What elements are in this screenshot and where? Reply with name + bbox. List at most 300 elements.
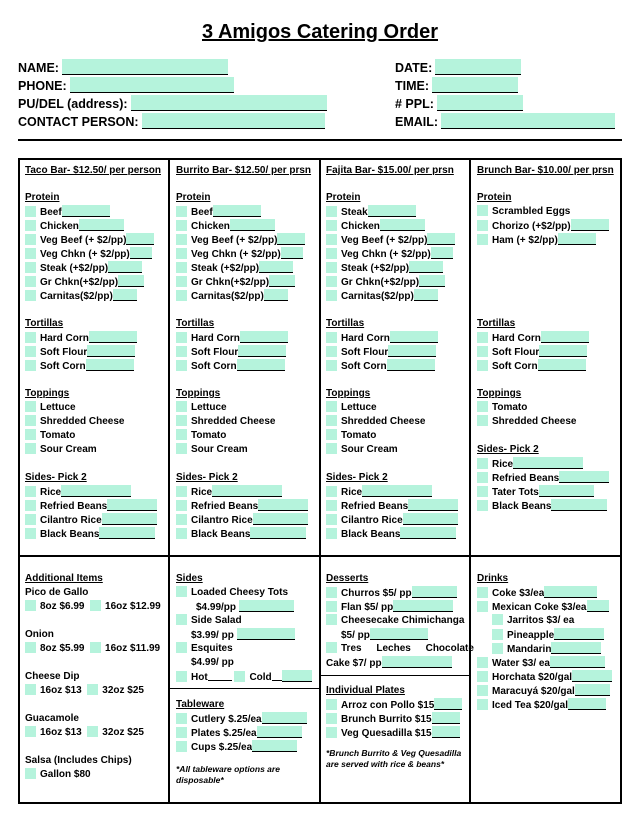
name-label: NAME: xyxy=(18,61,59,75)
checkbox[interactable] xyxy=(25,429,36,440)
fajita-side-item-field[interactable] xyxy=(362,485,432,497)
taco-protein-item-field[interactable] xyxy=(62,205,110,217)
checkbox[interactable] xyxy=(326,601,337,612)
brunch-tortilla-item-label: Soft Flour xyxy=(492,347,540,358)
taco-side-item xyxy=(25,513,157,527)
onion-label: Onion xyxy=(25,629,54,640)
checkbox[interactable] xyxy=(25,528,36,539)
tots-field[interactable] xyxy=(239,600,294,612)
fajita-protein-item-field[interactable] xyxy=(431,247,453,259)
taco-protein-item-field[interactable] xyxy=(118,275,144,287)
cheesecake-field[interactable] xyxy=(370,628,428,640)
fajita-protein-item xyxy=(326,289,438,303)
checkbox[interactable] xyxy=(326,220,337,231)
checkbox[interactable] xyxy=(176,713,187,724)
checkbox[interactable] xyxy=(326,614,337,625)
taco-tortilla-item-field[interactable] xyxy=(87,345,135,357)
brunch-side-item xyxy=(477,471,609,485)
fajita-protein-item-label: Carnitas($2/pp) xyxy=(341,291,414,302)
ppl-row xyxy=(395,95,523,111)
burrito-side-item-field[interactable] xyxy=(212,485,282,497)
taco-protein-item-field[interactable] xyxy=(130,247,152,259)
brunch-side-item-field[interactable] xyxy=(539,485,594,497)
burrito-side-item-label: Rice xyxy=(191,487,213,498)
checkbox[interactable] xyxy=(25,290,36,301)
checkbox[interactable] xyxy=(326,248,337,259)
taco-protein-item-field[interactable] xyxy=(108,261,142,273)
fajita-topping-item-label: Lettuce xyxy=(341,402,377,413)
checkbox[interactable] xyxy=(25,262,36,273)
checkbox[interactable] xyxy=(477,234,488,245)
burrito-topping-item-label: Lettuce xyxy=(191,402,227,413)
checkbox[interactable] xyxy=(25,768,36,779)
fajita-protein-item xyxy=(326,233,455,247)
mex-coke-row xyxy=(477,600,609,614)
checkbox[interactable] xyxy=(234,671,245,682)
taco-protein-item xyxy=(25,233,154,247)
checkbox[interactable] xyxy=(477,685,488,696)
name-field[interactable] xyxy=(62,59,228,75)
checkbox[interactable] xyxy=(176,346,187,357)
brunch-tortilla-item xyxy=(477,359,586,373)
guac-label: Guacamole xyxy=(25,713,79,724)
checkbox[interactable] xyxy=(326,587,337,598)
checkbox[interactable] xyxy=(477,671,488,682)
checkbox[interactable] xyxy=(25,234,36,245)
checkbox[interactable] xyxy=(477,205,488,216)
checkbox[interactable] xyxy=(176,234,187,245)
checkbox[interactable] xyxy=(176,360,187,371)
checkbox[interactable] xyxy=(25,346,36,357)
fajita-protein-item-field[interactable] xyxy=(414,289,438,301)
brunch-side-item-label: Refried Beans xyxy=(492,473,560,484)
esquites-label: Esquites xyxy=(191,643,233,654)
checkbox[interactable] xyxy=(176,486,187,497)
salad-price: $3.99/ pp xyxy=(191,630,234,641)
taco-tortilla-item-field[interactable] xyxy=(86,359,134,371)
tots-row xyxy=(176,586,288,599)
taco-side-item-field[interactable] xyxy=(102,513,157,525)
tots-price: $4.99/pp xyxy=(196,602,237,613)
brunch-protein-item-label: Ham (+ $2/pp) xyxy=(492,235,558,246)
checkbox[interactable] xyxy=(176,401,187,412)
fajita-protein-item-label: Veg Beef (+ $2/pp) xyxy=(341,235,428,246)
taco-side-item-field[interactable] xyxy=(61,485,131,497)
header-divider xyxy=(18,139,622,141)
checkbox[interactable] xyxy=(176,429,187,440)
fajita-protein-item-field[interactable] xyxy=(427,233,455,245)
hot-label: Hot xyxy=(191,672,208,683)
burrito-topping-item xyxy=(176,415,275,428)
brunch-tortilla-item-field[interactable] xyxy=(538,359,586,371)
cheesecake-price: $5/ pp xyxy=(341,630,370,641)
brunch-side-item-field[interactable] xyxy=(513,457,583,469)
tableware-heading: Tableware xyxy=(176,699,225,710)
tots-price-row xyxy=(196,600,294,614)
cold-label: Cold xyxy=(249,672,272,683)
fajita-protein-item-field[interactable] xyxy=(368,205,416,217)
address-field[interactable] xyxy=(131,95,327,111)
brunch-tortilla-item-label: Hard Corn xyxy=(492,333,541,344)
checkbox[interactable] xyxy=(326,276,337,287)
burrito-tortilla-item-field[interactable] xyxy=(238,345,286,357)
brunch-tortilla-item-field[interactable] xyxy=(539,345,587,357)
taco-protein-item-field[interactable] xyxy=(113,289,137,301)
checkbox[interactable] xyxy=(326,514,337,525)
checkbox[interactable] xyxy=(326,642,337,653)
fajita-protein-item-field[interactable] xyxy=(409,261,443,273)
burrito-topping-item xyxy=(176,429,226,442)
salad-label: Side Salad xyxy=(191,615,242,626)
burrito-protein-item xyxy=(176,289,288,303)
checkbox[interactable] xyxy=(25,514,36,525)
checkbox[interactable] xyxy=(477,699,488,710)
checkbox[interactable] xyxy=(477,587,488,598)
checkbox[interactable] xyxy=(25,642,36,653)
cheese-small: 16oz $13 xyxy=(40,685,82,696)
taco-side-item-field[interactable] xyxy=(107,499,157,511)
taco-tortilla-item-label: Soft Corn xyxy=(40,361,86,372)
fajita-protein-item-label: Chicken xyxy=(341,221,380,232)
flan-field[interactable] xyxy=(393,600,453,612)
ppl-field[interactable] xyxy=(437,95,523,111)
burrito-tortilla-item xyxy=(176,331,288,345)
checkbox[interactable] xyxy=(326,401,337,412)
checkbox[interactable] xyxy=(326,262,337,273)
checkbox[interactable] xyxy=(90,642,101,653)
checkbox[interactable] xyxy=(176,514,187,525)
checkbox[interactable] xyxy=(477,332,488,343)
cheese-options xyxy=(25,684,144,697)
mandarin-field[interactable] xyxy=(551,642,601,654)
pico-small: 8oz $6.99 xyxy=(40,601,85,612)
fajita-tortilla-item-field[interactable] xyxy=(387,359,435,371)
fajita-protein-item-label: Veg Chkn (+ $2/pp) xyxy=(341,249,431,260)
salad-field[interactable] xyxy=(237,628,295,640)
taco-tortilla-item-field[interactable] xyxy=(89,331,137,343)
burrito-protein-item-field[interactable] xyxy=(230,219,275,231)
checkbox[interactable] xyxy=(176,276,187,287)
fajita-topping-item-label: Tomato xyxy=(341,430,377,441)
taco-protein-item-label: Veg Beef (+ $2/pp) xyxy=(40,235,127,246)
plate-item-field[interactable] xyxy=(432,726,460,738)
checkbox[interactable] xyxy=(176,248,187,259)
checkbox[interactable] xyxy=(176,220,187,231)
checkbox[interactable] xyxy=(25,726,36,737)
checkbox[interactable] xyxy=(326,332,337,343)
checkbox[interactable] xyxy=(326,234,337,245)
cake-price: Cake $7/ pp xyxy=(326,658,382,669)
horchata-field[interactable] xyxy=(572,670,612,682)
brunch-tortilla-item-field[interactable] xyxy=(541,331,589,343)
checkbox[interactable] xyxy=(176,614,187,625)
burrito-side-item-field[interactable] xyxy=(250,527,306,539)
burrito-protein-item xyxy=(176,261,293,275)
cold-field[interactable] xyxy=(282,670,312,682)
guac-options xyxy=(25,726,144,739)
taco-side-item xyxy=(25,499,157,513)
tableware-item-field[interactable] xyxy=(262,712,307,724)
checkbox[interactable] xyxy=(326,360,337,371)
coke-row xyxy=(477,586,597,600)
water-field[interactable] xyxy=(550,656,605,668)
taco-protein-item xyxy=(25,247,152,261)
checkbox[interactable] xyxy=(25,443,36,454)
checkbox[interactable] xyxy=(176,741,187,752)
checkbox[interactable] xyxy=(25,220,36,231)
contact-field[interactable] xyxy=(142,113,325,129)
taco-protein-heading: Protein xyxy=(25,192,60,203)
checkbox[interactable] xyxy=(477,601,488,612)
brunch-topping-item xyxy=(477,415,576,428)
tableware-item-field[interactable] xyxy=(252,740,297,752)
burrito-protein-item xyxy=(176,247,303,261)
burrito-protein-item-field[interactable] xyxy=(264,289,288,301)
taco-protein-item xyxy=(25,289,137,303)
burrito-protein-item-field[interactable] xyxy=(277,233,305,245)
checkbox[interactable] xyxy=(25,276,36,287)
hot-cold-row xyxy=(176,670,312,684)
date-field[interactable] xyxy=(435,59,521,75)
brunch-protein-item-label: Scrambled Eggs xyxy=(492,206,571,217)
checkbox[interactable] xyxy=(326,415,337,426)
sides-heading: Sides xyxy=(176,573,203,584)
taco-protein-item-label: Veg Chkn (+ $2/pp) xyxy=(40,249,130,260)
checkbox[interactable] xyxy=(477,458,488,469)
checkbox[interactable] xyxy=(477,657,488,668)
burrito-tortilla-item-field[interactable] xyxy=(240,331,288,343)
email-field[interactable] xyxy=(441,113,615,129)
checkbox[interactable] xyxy=(326,206,337,217)
plate-item-label: Brunch Burrito $15 xyxy=(341,714,432,725)
checkbox[interactable] xyxy=(477,220,488,231)
checkbox[interactable] xyxy=(326,500,337,511)
checkbox[interactable] xyxy=(25,486,36,497)
checkbox[interactable] xyxy=(25,415,36,426)
taco-topping-item-label: Lettuce xyxy=(40,402,76,413)
time-field[interactable] xyxy=(432,77,518,93)
brunch-side-item-label: Black Beans xyxy=(492,501,552,512)
coke-field[interactable] xyxy=(544,586,597,598)
checkbox[interactable] xyxy=(87,726,98,737)
checkbox[interactable] xyxy=(25,360,36,371)
checkbox[interactable] xyxy=(326,443,337,454)
burrito-side-item xyxy=(176,485,282,499)
maracuya-label: Maracuyá $20/gal xyxy=(492,686,575,697)
checkbox[interactable] xyxy=(176,415,187,426)
tableware-item-field[interactable] xyxy=(257,726,302,738)
checkbox[interactable] xyxy=(25,206,36,217)
checkbox[interactable] xyxy=(176,586,187,597)
plate-item-field[interactable] xyxy=(434,698,462,710)
pico-large: 16oz $12.99 xyxy=(105,601,161,612)
checkbox[interactable] xyxy=(477,486,488,497)
pineapple-label: Pineapple xyxy=(507,630,555,641)
iced-tea-row xyxy=(477,698,606,712)
maracuya-field[interactable] xyxy=(575,684,610,696)
taco-topping-item xyxy=(25,401,76,414)
mex-coke-field[interactable] xyxy=(587,600,609,612)
checkbox[interactable] xyxy=(326,486,337,497)
checkbox[interactable] xyxy=(326,727,337,738)
burrito-protein-item xyxy=(176,205,261,219)
checkbox[interactable] xyxy=(492,643,503,654)
taco-protein-item-field[interactable] xyxy=(79,219,124,231)
checkbox[interactable] xyxy=(25,600,36,611)
burrito-topping-item-label: Shredded Cheese xyxy=(191,416,276,427)
brunch-protein-item-field[interactable] xyxy=(558,233,596,245)
checkbox[interactable] xyxy=(492,614,503,625)
burrito-protein-item xyxy=(176,275,295,289)
taco-protein-item-field[interactable] xyxy=(126,233,154,245)
checkbox[interactable] xyxy=(326,346,337,357)
grid-divider xyxy=(168,158,170,804)
checkbox[interactable] xyxy=(326,528,337,539)
tableware-item xyxy=(176,740,297,754)
cheesecake-label: Cheesecake Chimichanga xyxy=(341,615,465,626)
checkbox[interactable] xyxy=(492,629,503,640)
fajita-protein-heading: Protein xyxy=(326,192,361,203)
ppl-label: # PPL: xyxy=(395,97,434,111)
cake-price-row xyxy=(326,656,452,670)
tableware-item xyxy=(176,726,302,740)
checkbox[interactable] xyxy=(477,401,488,412)
checkbox[interactable] xyxy=(326,699,337,710)
date-row xyxy=(395,59,521,75)
checkbox[interactable] xyxy=(176,443,187,454)
burrito-protein-item-field[interactable] xyxy=(269,275,295,287)
brunch-side-item-field[interactable] xyxy=(551,499,607,511)
fajita-side-item xyxy=(326,513,458,527)
burrito-tortilla-item-label: Soft Flour xyxy=(191,347,239,358)
salad-price-row xyxy=(191,628,295,642)
checkbox[interactable] xyxy=(326,713,337,724)
phone-field[interactable] xyxy=(70,77,234,93)
checkbox[interactable] xyxy=(326,429,337,440)
checkbox[interactable] xyxy=(176,206,187,217)
fajita-side-item-field[interactable] xyxy=(403,513,458,525)
cheesecake-row xyxy=(326,614,464,627)
burrito-side-item-label: Black Beans xyxy=(191,529,251,540)
burrito-topping-item xyxy=(176,401,227,414)
checkbox[interactable] xyxy=(25,500,36,511)
checkbox[interactable] xyxy=(90,600,101,611)
checkbox[interactable] xyxy=(176,642,187,653)
taco-topping-item-label: Sour Cream xyxy=(40,444,97,455)
fajita-protein-item-field[interactable] xyxy=(419,275,445,287)
contact-label: CONTACT PERSON: xyxy=(18,115,139,129)
checkbox[interactable] xyxy=(87,684,98,695)
plate-item-field[interactable] xyxy=(432,712,460,724)
burrito-protein-item-field[interactable] xyxy=(213,205,261,217)
taco-protein-item xyxy=(25,261,142,275)
checkbox[interactable] xyxy=(176,727,187,738)
horchata-label: Horchata $20/gal xyxy=(492,672,573,683)
fajita-protein-item-label: Steak xyxy=(341,207,368,218)
burrito-tortilla-item-label: Soft Corn xyxy=(191,361,237,372)
brunch-side-item-field[interactable] xyxy=(559,471,609,483)
churros-field[interactable] xyxy=(412,586,457,598)
cold-line[interactable] xyxy=(272,670,282,681)
checkbox[interactable] xyxy=(25,684,36,695)
checkbox[interactable] xyxy=(176,262,187,273)
page-title: 3 Amigos Catering Order xyxy=(202,21,438,43)
checkbox[interactable] xyxy=(477,415,488,426)
burrito-tortilla-item-field[interactable] xyxy=(237,359,285,371)
checkbox[interactable] xyxy=(477,500,488,511)
checkbox[interactable] xyxy=(176,528,187,539)
taco-topping-item xyxy=(25,429,75,442)
brunch-sides-heading: Sides- Pick 2 xyxy=(477,444,539,455)
tots-label: Loaded Cheesy Tots xyxy=(191,587,289,598)
hot-line[interactable] xyxy=(208,670,232,681)
fajita-protein-item-field[interactable] xyxy=(380,219,425,231)
brunch-topping-item-label: Tomato xyxy=(492,402,528,413)
burrito-protein-item-field[interactable] xyxy=(259,261,293,273)
burrito-protein-item-label: Carnitas($2/pp) xyxy=(191,291,264,302)
burrito-tortilla-item xyxy=(176,359,285,373)
taco-protein-item-label: Steak (+$2/pp) xyxy=(40,263,109,274)
taco-side-item-field[interactable] xyxy=(99,527,155,539)
taco-title: Taco Bar- $12.50/ per person xyxy=(25,165,161,176)
onion-options xyxy=(25,642,160,655)
cake-field[interactable] xyxy=(382,656,452,668)
checkbox[interactable] xyxy=(25,401,36,412)
checkbox[interactable] xyxy=(176,671,187,682)
time-label: TIME: xyxy=(395,79,430,93)
checkbox[interactable] xyxy=(477,472,488,483)
fajita-side-item-label: Rice xyxy=(341,487,363,498)
burrito-side-item xyxy=(176,499,308,513)
checkbox[interactable] xyxy=(477,346,488,357)
burrito-side-item-field[interactable] xyxy=(253,513,308,525)
burrito-tortillas-heading: Tortillas xyxy=(176,318,215,329)
fajita-tortilla-item-label: Hard Corn xyxy=(341,333,390,344)
fajita-side-item-field[interactable] xyxy=(408,499,458,511)
fajita-topping-item xyxy=(326,429,376,442)
fajita-tortilla-item-field[interactable] xyxy=(390,331,438,343)
contact-row xyxy=(18,113,325,129)
esquites-price: $4.99/ pp xyxy=(191,657,234,668)
checkbox[interactable] xyxy=(477,360,488,371)
taco-side-item-label: Cilantro Rice xyxy=(40,515,102,526)
checkbox[interactable] xyxy=(176,290,187,301)
checkbox[interactable] xyxy=(25,332,36,343)
salsa-options xyxy=(25,768,91,781)
fajita-tortilla-item-field[interactable] xyxy=(388,345,436,357)
burrito-protein-item-label: Chicken xyxy=(191,221,230,232)
checkbox[interactable] xyxy=(176,332,187,343)
burrito-topping-item-label: Sour Cream xyxy=(191,444,248,455)
brunch-protein-item-field[interactable] xyxy=(571,219,609,231)
burrito-side-item-field[interactable] xyxy=(258,499,308,511)
iced-tea-field[interactable] xyxy=(568,698,606,710)
brunch-protein-heading: Protein xyxy=(477,192,512,203)
fajita-side-item-field[interactable] xyxy=(400,527,456,539)
checkbox[interactable] xyxy=(25,248,36,259)
taco-protein-item-label: Chicken xyxy=(40,221,79,232)
plate-item-label: Veg Quesadilla $15 xyxy=(341,728,432,739)
pineapple-field[interactable] xyxy=(554,628,604,640)
address-row xyxy=(18,95,327,111)
taco-tortilla-item-label: Hard Corn xyxy=(40,333,89,344)
checkbox[interactable] xyxy=(326,290,337,301)
burrito-protein-item-label: Beef xyxy=(191,207,213,218)
maracuya-row xyxy=(477,684,610,698)
fajita-protein-item xyxy=(326,275,445,289)
burrito-protein-item-field[interactable] xyxy=(281,247,303,259)
checkbox[interactable] xyxy=(176,500,187,511)
